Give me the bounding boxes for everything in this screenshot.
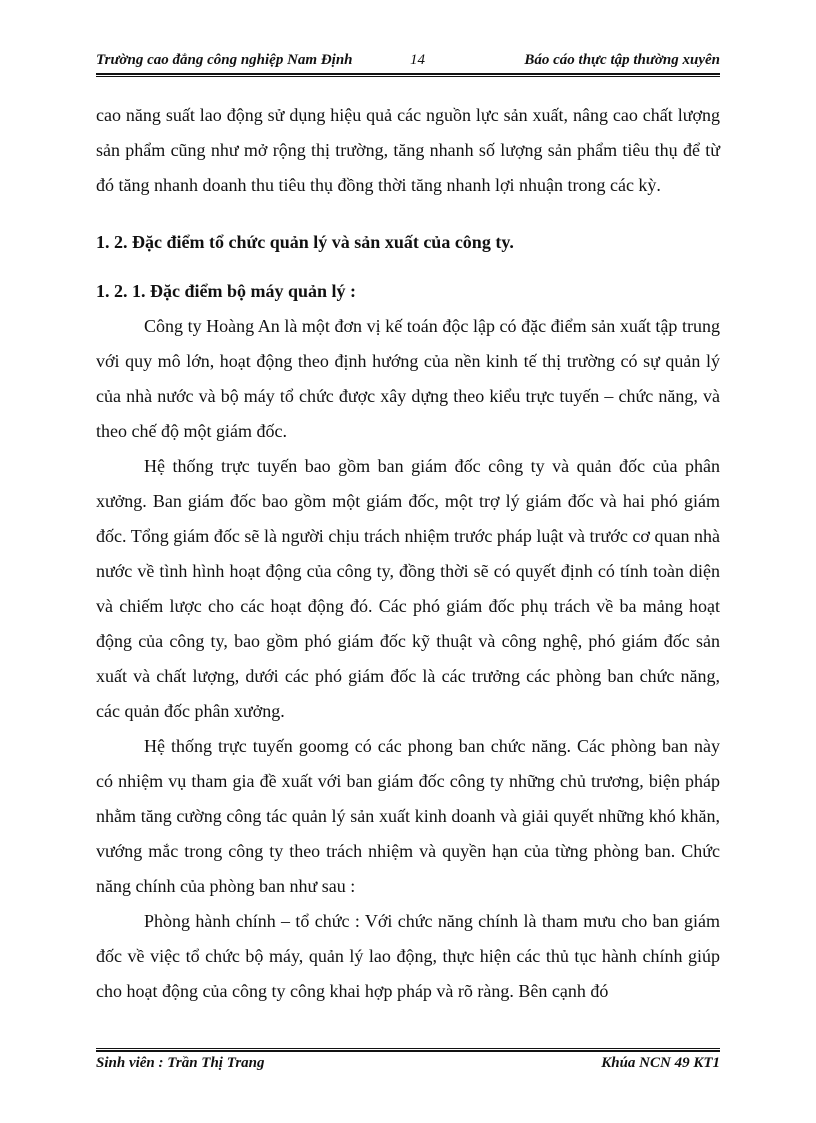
paragraph-company-overview: Công ty Hoàng An là một đơn vị kế toán độc lập có đặc điểm sản xuất tập trung với quy mô lớn, hoạt động theo định hướng của nền kinh tế thị trường có sự quản lý của nhà nước và bộ máy tổ chức được xây dựng theo kiểu trực tuyến – chức năng, và theo chế độ một giám đốc. — [96, 316, 720, 441]
header-report-title: Báo cáo thực tập thường xuyên — [524, 52, 720, 68]
footer-class: Khúa NCN 49 KT1 — [601, 1055, 720, 1071]
footer-divider — [96, 1048, 720, 1052]
paragraph-management-system: Hệ thống trực tuyến bao gồm ban giám đốc công ty và quản đốc của phân xưởng. Ban giám đốc bao gồm một giám đốc, một trợ lý giám đốc và hai phó giám đốc. Tổng giám đốc sẽ là người chịu trách nhiệm trước pháp luật và trước cơ quan nhà nước về tình hình hoạt động của công ty, đồng thời sẽ có quyết định có tính toàn diện và chiếm lược cho các hoạt động đó. Các phó giám đốc phụ trách về ba mảng hoạt động của công ty, bao gồm phó giám đốc kỹ thuật và công nghệ, phó giám đốc sản xuất và chất lượng, dưới các phó giám đốc là các trưởng các phòng ban chức năng, các quản đốc phân xưởng. — [96, 456, 720, 721]
footer-student: Sinh viên : Trần Thị Trang — [96, 1055, 265, 1071]
page-body — [96, 98, 720, 1009]
section-heading-1-2-1: 1. 2. 1. Đặc điểm bộ máy quản lý : — [96, 281, 357, 301]
paragraph-admin-department: Phòng hành chính – tổ chức : Với chức năng chính là tham mưu cho ban giám đốc về việc tổ chức bộ máy, quản lý lao động, thực hiện các thủ tục hành chính giúp cho hoạt động của công ty công khai hợp pháp và rõ ràng. Bên cạnh đó — [96, 911, 720, 1001]
header-divider — [96, 73, 720, 77]
intro-paragraph: cao năng suất lao động sử dụng hiệu quả các nguồn lực sản xuất, nâng cao chất lượng sản phẩm cũng như mở rộng thị trường, tăng nhanh số lượng sản phẩm tiêu thụ để từ đó tăng nhanh doanh thu tiêu thụ đồng thời tăng nhanh lợi nhuận trong các kỳ. — [96, 105, 720, 195]
page-header — [96, 52, 720, 68]
header-page-number: 14 — [410, 52, 425, 68]
section-heading-1-2: 1. 2. Đặc điểm tổ chức quản lý và sản xuất của công ty. — [96, 232, 514, 252]
paragraph-functional-departments: Hệ thống trực tuyến goomg có các phong ban chức năng. Các phòng ban này có nhiệm vụ tham gia đề xuất với ban giám đốc công ty những chủ trương, biện pháp nhằm tăng cường công tác quản lý sản xuất kinh doanh và giải quyết những khó khăn, vướng mắc trong công ty theo trách nhiệm và quyền hạn của từng phòng ban. Chức năng chính của phòng ban như sau : — [96, 736, 720, 896]
header-school: Trường cao đẳng công nghiệp Nam Định — [96, 52, 353, 68]
